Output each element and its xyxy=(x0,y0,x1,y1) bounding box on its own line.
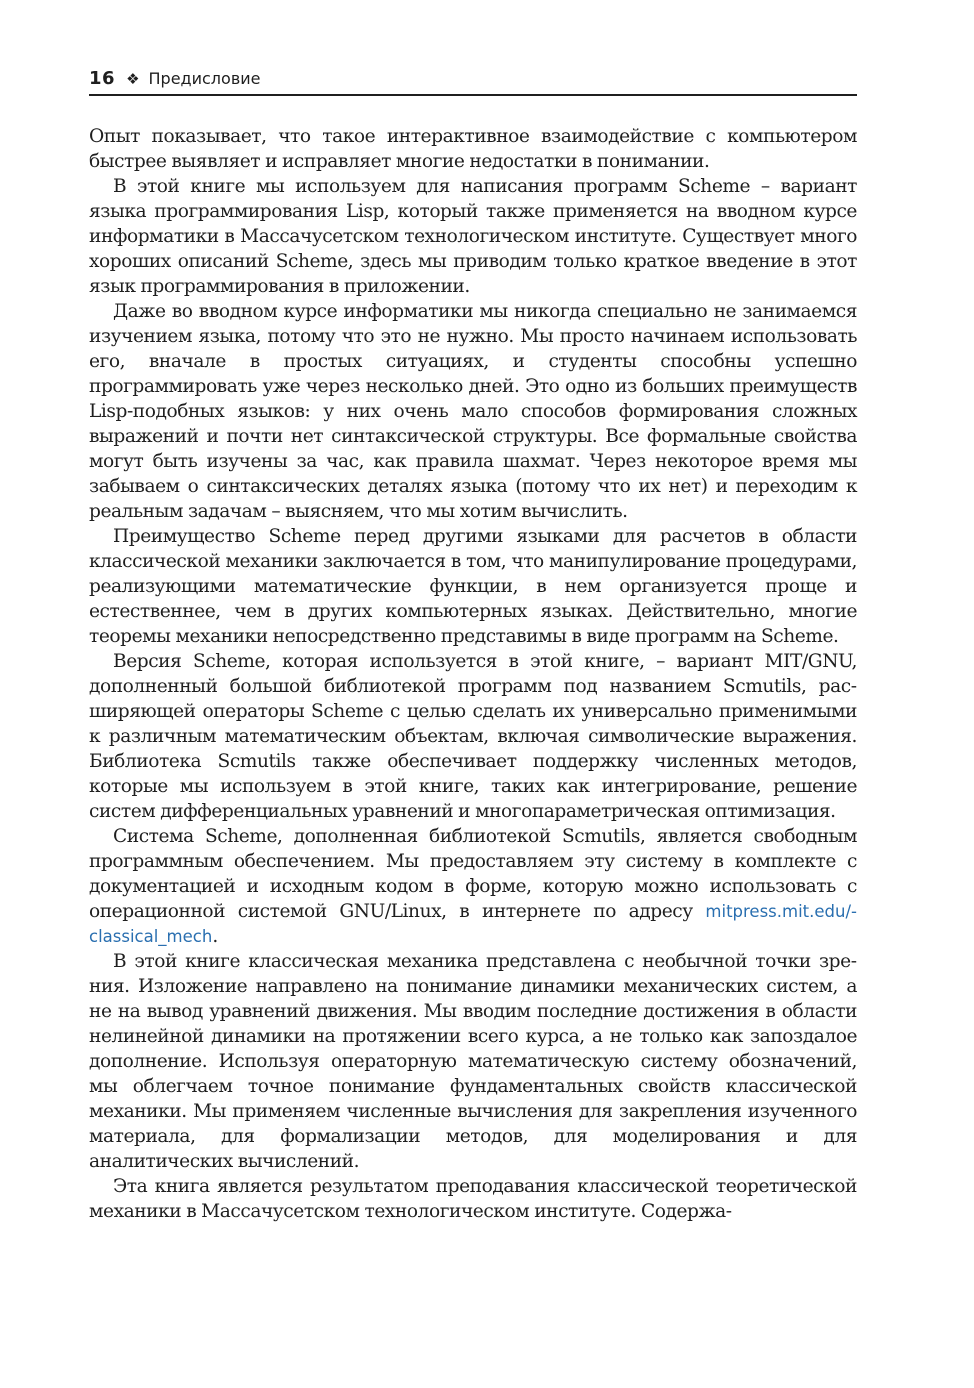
paragraph: Опыт показывает, что такое интерактивное взаимодействие с компьютером быстрее выявляет и исправляет многие недостатки в понимании. xyxy=(89,126,857,172)
body-text xyxy=(89,124,857,1224)
running-header xyxy=(89,68,857,96)
paragraph-text: Система Scheme, дополненная библиотекой Scmutils, является свободным программным обеспечением. Мы предоставляем эту систему в комплекте с документацией и исходным кодом в форме, которую можно использовать с операционной системой GNU/Linux, в интернете по адресу xyxy=(89,826,857,922)
ornament-icon: ❖ xyxy=(126,70,140,88)
paragraph: Даже во вводном курсе информатики мы никогда специально не занимаемся изучением языка, потому что это не нужно. Мы просто начинаем использовать его, вначале в простых ситуациях, и студенты способны успешно программировать уже через несколько дней. Это одно из больших преимуществ Lisp-подобных языков: у них очень мало способов формирования сложных выражений и почти нет синтаксической структуры. Все формальные свойства могут быть изучены за час, как правила шахмат. Через некоторое время мы забываем о синтаксических деталях языка (потому что их нет) и переходим к реальным задачам – выясняем, что мы хотим вычислить. xyxy=(89,301,857,522)
paragraph: Преимущество Scheme перед другими языками для расчетов в области классической механики заключается в том, что манипулирование процедурами, реализующими математические функции, в нем организуется проще и естественнее, чем в других компьютерных языках. Действительно, многие теоремы механики непосредственно представимы в виде программ на Scheme. xyxy=(89,526,857,647)
paragraph: В этой книге классическая механика представлена с необычной точки зрения. Изложение направлено на понимание динамики механических систем, а не на вывод уравнений движения. Мы вводим последние достижения в области нелинейной динамики на протяжении всего курса, а не только как запоздалое дополнение. Используя операторную математическую систему обозначений, мы облегчаем точное понимание фундаментальных свойств классической механики. Мы применяем численные вычисления для закрепления изученного материала, для формализации методов, для моделирования и для аналитических вычислений. xyxy=(89,951,857,1172)
paragraph: Эта книга является результатом преподавания классической теоретической механики в Массачусетском технологическом институте. Содержа- xyxy=(89,1176,857,1222)
paragraph xyxy=(89,824,857,949)
website-link[interactable]: mitpress.mit.edu/classical_mech xyxy=(89,902,857,946)
book-page xyxy=(89,68,857,1224)
paragraph: В этой книге мы используем для написания программ Scheme – вариант языка программирования Lisp, который также применяется на вводном курсе информатики в Массачусетском технологическом институте. Существует много хороших описаний Scheme, здесь мы приводим только краткое введение в этот язык программирования в приложении. xyxy=(89,176,857,297)
page-number: 16 xyxy=(89,68,116,89)
paragraph-text-end: . xyxy=(212,926,218,947)
paragraph: Версия Scheme, которая используется в этой книге, – вариант MIT/GNU, дополненный большой библиотекой программ под названием Scmutils, расширяющей операторы Scheme с целью сделать их универсально применимыми к различным математическим объектам, включая символические выражения. Библиотека Scmutils также обеспечивает поддержку численных методов, которые мы используем в этой книге, таких как интегрирование, решение систем дифференциальных уравнений и многопараметрическая оптимизация. xyxy=(89,651,857,822)
chapter-title: Предисловие xyxy=(148,69,261,88)
